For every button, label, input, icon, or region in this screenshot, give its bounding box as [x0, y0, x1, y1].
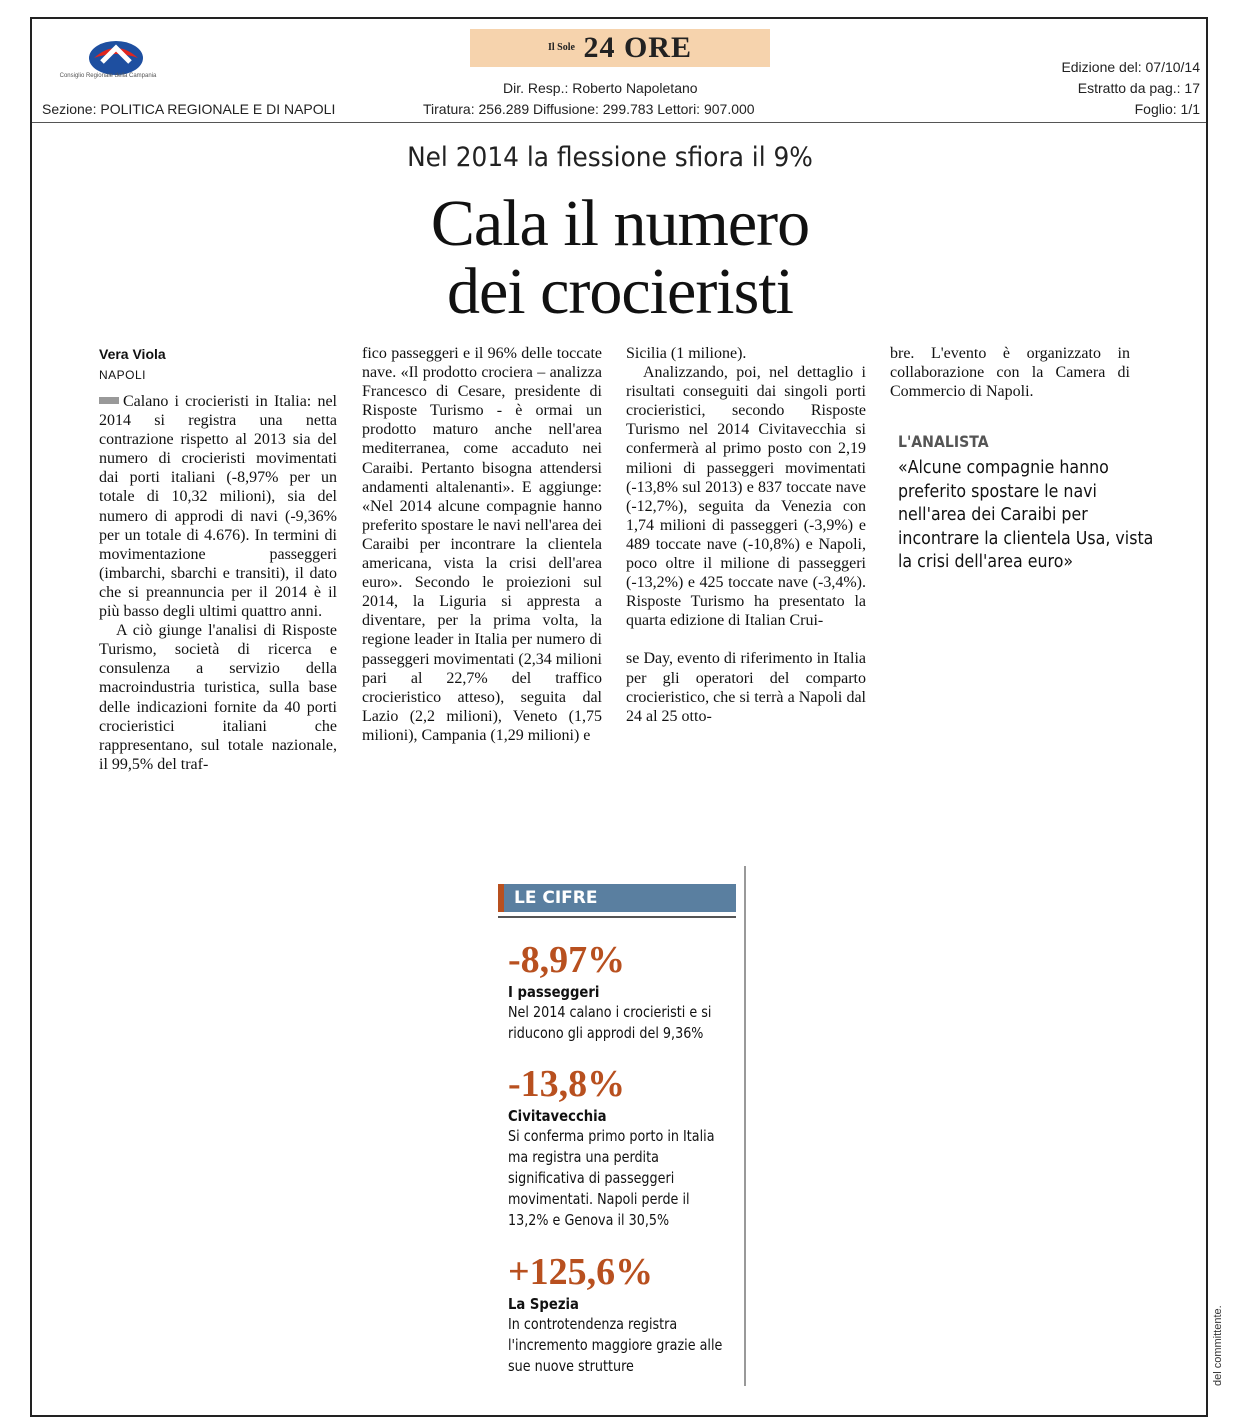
headline-line-2: dei crocieristi	[446, 255, 793, 328]
paragraph: Analizzando, poi, nel dettaglio i risultati conseguiti dai singoli porti crocieristici, secondo Risposte Turismo nel 2014 Civitavecchia si confermerà al primo posto con 2,19 milioni di passeggeri movimentati (-13,8% sul 2013) e 837 toccate nave (-12,7%), seguita da Venezia con 1,74 milioni di passeggeri (-3,9%) e 489 toccate nave (-10,8%) e Napoli, poco oltre il milione di passeggeri (-13,2%) e 425 toccate nave (-3,4%). Risposte Turismo ha presentato la quarta edizione di Italian Crui-	[626, 364, 866, 630]
author-name: Vera Viola	[99, 346, 166, 362]
figure-value: +125,6%	[508, 1251, 654, 1293]
masthead-small: Il Sole	[548, 42, 575, 53]
figures-box-title: LE CIFRE	[498, 884, 736, 912]
box-divider	[744, 866, 746, 1386]
masthead-title: 24 ORE	[583, 31, 692, 64]
paragraph: fico passeggeri e il 96% delle toccate nave. «Il prodotto crociera – analizza Francesco di Cesare, presidente di Risposte Turismo - è ormai un prodotto maturo anche nell'area mediterranea, come accaduto nei Caraibi. Pertanto bisogna attendersi andamenti altalenanti». E aggiunge: «Nel 2014 alcune compagnie hanno preferito spostare le navi nell'area dei Caraibi per incontrare la clientela americana, vista la crisi dell'area euro». Secondo le proiezioni sul 2014, la Liguria si appresta a diventare, per la prima volta, la regione leader in Italia per numero di passeggeri movimentati (2,34 milioni pari al 22,7% del traffico crocieristico atteso), seguita dal Lazio (2,2 milioni), Veneto (1,75 milioni), Campania (1,29 milioni) e	[362, 345, 602, 744]
director-line: Dir. Resp.: Roberto Napoletano	[503, 80, 698, 96]
paragraph	[99, 392, 337, 621]
figure-label: I passeggeri	[508, 983, 600, 1001]
article-column-2	[362, 344, 602, 745]
article-column-3	[626, 344, 866, 726]
header-divider	[32, 122, 1206, 123]
section-line: Sezione: POLITICA REGIONALE E DI NAPOLI	[42, 101, 336, 117]
newspaper-masthead	[470, 29, 770, 67]
figure-item	[508, 1252, 744, 1377]
margin-note: del committente.	[1212, 1305, 1224, 1386]
paragraph: se Day, evento di riferimento in Italia per gli operatori del comparto crocieristico, che si terrà a Napoli dal 24 al 25 otto-	[626, 650, 866, 725]
lead-marker-icon	[99, 397, 119, 404]
extract-page: Estratto da pag.: 17	[1077, 80, 1200, 96]
figure-label: La Spezia	[508, 1295, 579, 1313]
sheet-number: Foglio: 1/1	[1134, 101, 1200, 117]
figures-box-rule	[498, 916, 736, 918]
article-column-4	[890, 344, 1130, 401]
logo-caption: Consiglio Regionale della Campania	[59, 73, 157, 79]
figure-description: Nel 2014 calano i crocieristi e si riducono gli approdi del 9,36%	[508, 1003, 712, 1042]
paragraph: A ciò giunge l'analisi di Risposte Turismo, società di ricerca e consulenza a servizio della macroindustria turistica, sulla base delle indicazioni fornite da 40 porti crocieristici italiani che rappresentano, sul totale nazionale, il 99,5% del traf-	[99, 622, 337, 773]
headline-line-1: Cala il numero	[430, 187, 810, 260]
article-kicker: Nel 2014 la flessione sfiora il 9%	[407, 142, 813, 173]
paragraph: Sicilia (1 milione).	[626, 345, 747, 362]
figure-item	[508, 1064, 744, 1231]
analyst-quote: «Alcune compagnie hanno preferito spostare le navi nell'area dei Caraibi per incontrare la clientela Usa, vista la crisi dell'area euro»	[898, 457, 1154, 572]
figure-value: -13,8%	[508, 1063, 626, 1105]
figure-value: -8,97%	[508, 939, 626, 981]
dateline-place: NAPOLI	[99, 368, 147, 382]
edition-date: Edizione del: 07/10/14	[1061, 59, 1200, 75]
figure-item	[508, 940, 744, 1044]
article-headline	[360, 187, 880, 328]
figure-description: In controtendenza registra l'incremento maggiore grazie alle sue nuove strutture	[508, 1315, 723, 1375]
article-column-1	[99, 392, 337, 774]
figure-description: Si conferma primo porto in Italia ma registra una perdita significativa di passeggeri movimentati. Napoli perde il 13,2% e Genova il 30,5%	[508, 1127, 715, 1229]
figure-label: Civitavecchia	[508, 1107, 607, 1125]
circulation-line: Tiratura: 256.289 Diffusione: 299.783 Lettori: 907.000	[423, 101, 755, 117]
paragraph: bre. L'evento è organizzato in collaborazione con la Camera di Commercio di Napoli.	[890, 345, 1130, 401]
paragraph-text: Calano i crocieristi in Italia: nel 2014 si registra una netta contrazione rispetto al 2013 sia del numero di crocieristi movimentati dai porti italiani (-8,97% per un totale di 10,32 milioni), sia del numero di approdi di navi (-9,36% per un totale di 4.676). In termini di movimentazione passeggeri (imbarchi, sbarchi e transiti), il dato che si preannuncia per il 2014 è il più basso degli ultimi quattro anni.	[99, 393, 337, 621]
analyst-label: L'ANALISTA	[898, 432, 989, 451]
